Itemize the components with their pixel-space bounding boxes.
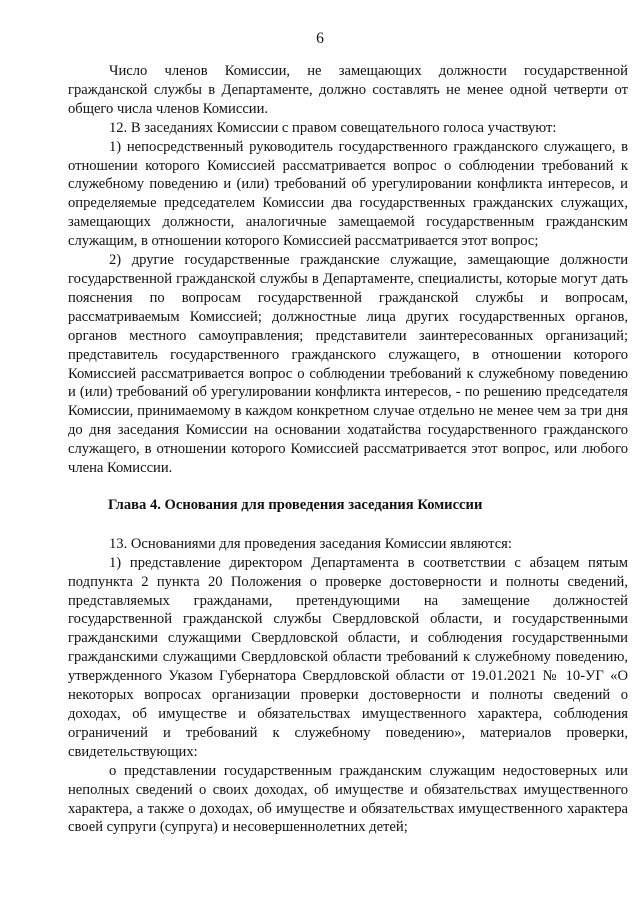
paragraph-subitem-12-1: 1) непосредственный руководитель государственного гражданского служащего, в отношении которого Комиссией рассматривается вопрос о соблюдении требований к служебному поведению и (или) требований об урегулировании конфликта интересов, и определяемые председателем Комиссии два государственных гражданских служащих, замещающих должности, аналогичные замещаемой государственным гражданским служащим, в отношении которого Комиссией рассматривается этот вопрос; <box>68 138 628 250</box>
paragraph-subitem-13-1-a: о представлении государственным гражданским служащим недостоверных или неполных сведений о своих доходах, об имуществе и обязательствах имущественного характера, а также о доходах, об имуществе и обязательствах имущественного характера своей супруги (супруга) и несовершеннолетних детей; <box>68 762 628 836</box>
paragraph-commission-members: Число членов Комиссии, не замещающих должности государственной гражданской службы в Департаменте, должно составлять не менее одной четверти от общего числа членов Комиссии. <box>68 63 628 117</box>
paragraph-item-12: 12. В заседаниях Комиссии с правом совещательного голоса участвуют: <box>109 119 557 136</box>
paragraph-item-13: 13. Основаниями для проведения заседания Комиссии являются: <box>109 535 512 552</box>
paragraph-subitem-13-1: 1) представление директором Департамента в соответствии с абзацем пятым подпункта 2 пункта 20 Положения о проверке достоверности и полноты сведений, представляемых гражданами, претендующими на замещение должностей государственной гражданской службы Свердловской области, и государственными гражданскими служащими Свердловской области, и соблюдения государственными гражданскими служащими Свердловской области требований к служебному поведению, утвержденного Указом Губернатора Свердловской области от 19.01.2021 № 10-УГ «О некоторых вопросах организации проверки достоверности и полноты сведений о доходах, об имуществе и обязательствах имущественного характера, соблюдения ограничений и требований к служебному поведению», материалов проверки, свидетельствующих: <box>68 554 628 760</box>
paragraph-subitem-12-2: 2) другие государственные гражданские служащие, замещающие должности государственной гражданской службы в Департаменте, специалисты, которые могут дать пояснения по вопросам государственной гражданской службы и вопросам, рассматриваемым Комиссией; должностные лица других государственных органов, органов местного самоуправления; представители заинтересованных организаций; представитель государственного гражданского служащего, в отношении которого Комиссией рассматривается вопрос о соблюдении требований к служебному поведению и (или) требований об урегулировании конфликта интересов, - по решению председателя Комиссии, принимаемому в каждом конкретном случае отдельно не менее чем за три дня до дня заседания Комиссии на основании ходатайства государственного гражданского служащего, в отношении которого Комиссией рассматривается этот вопрос, или любого члена Комиссии. <box>68 252 628 477</box>
document-body <box>68 62 628 837</box>
chapter-heading: Глава 4. Основания для проведения заседания Комиссии <box>108 496 483 513</box>
page-number: 6 <box>316 30 324 47</box>
